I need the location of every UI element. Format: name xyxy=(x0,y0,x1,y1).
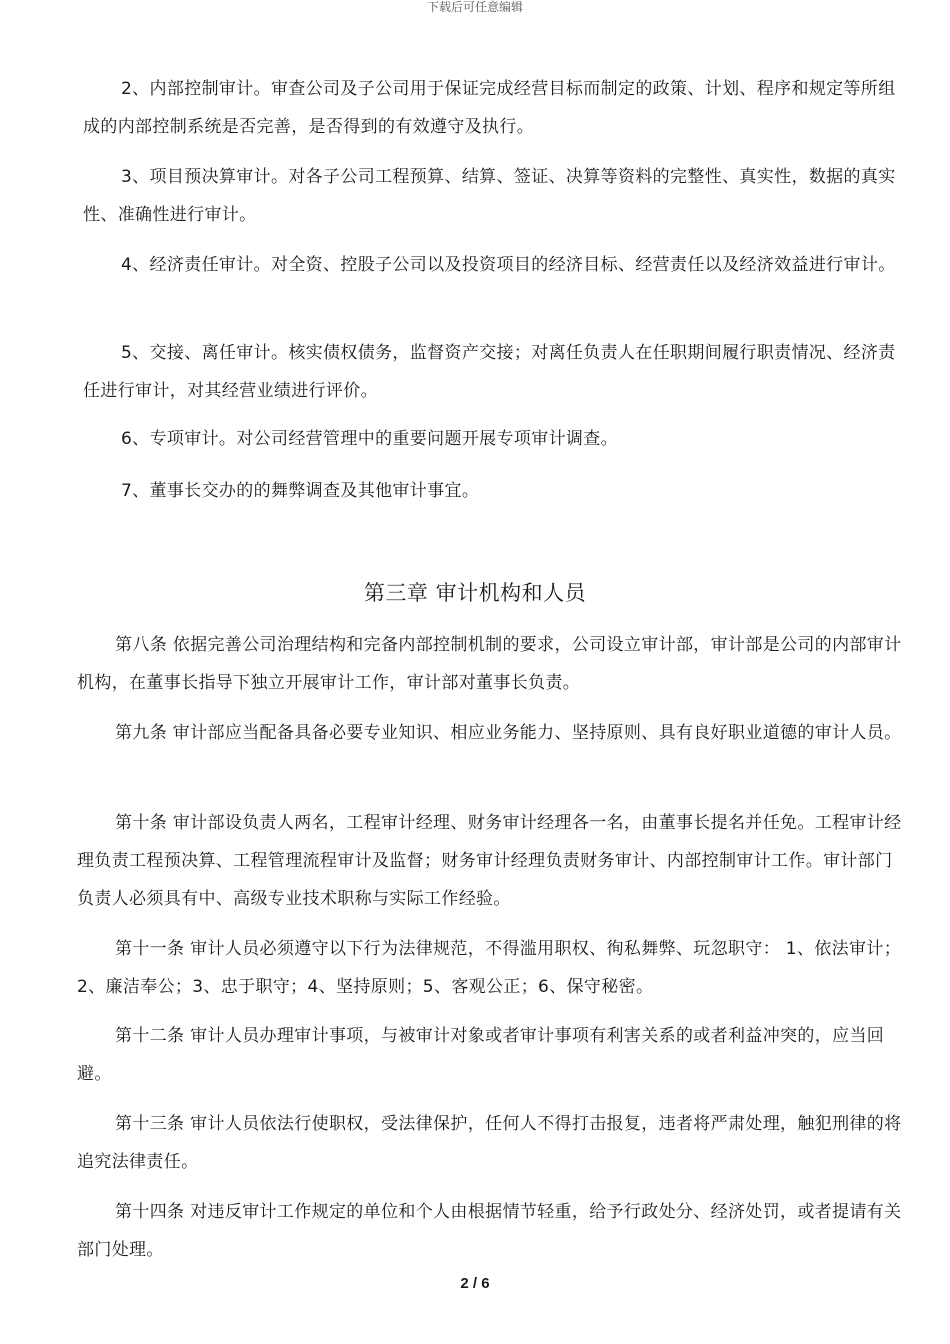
article-14: 第十四条 对违反审计工作规定的单位和个人由根据情节轻重，给予行政处分、经济处罚，或者提请有关部门处理。 xyxy=(77,1202,902,1260)
article-11: 第十一条 审计人员必须遵守以下行为法律规范，不得滥用职权、徇私舞弊、玩忽职守： 1、依法审计；2、廉洁奉公；3、忠于职守；4、坚持原则；5、客观公正；6、保守秘密。 xyxy=(77,939,902,997)
list-item-5: 5、交接、离任审计。核实债权债务，监督资产交接；对离任负责人在任职期间履行职责情况、经济责任进行审计，对其经营业绩进行评价。 xyxy=(83,343,896,401)
list-item-4: 4、经济责任审计。对全资、控股子公司以及投资项目的经济目标、经营责任以及经济效益进行审计。 xyxy=(121,255,896,275)
article-9: 第九条 审计部应当配备具备必要专业知识、相应业务能力、坚持原则、具有良好职业道德的审计人员。 xyxy=(115,723,902,743)
list-item-2: 2、内部控制审计。审查公司及子公司用于保证完成经营目标而制定的政策、计划、程序和规定等所组成的内部控制系统是否完善，是否得到的有效遵守及执行。 xyxy=(83,79,896,137)
article-13: 第十三条 审计人员依法行使职权，受法律保护，任何人不得打击报复，违者将严肃处理，触犯刑律的将追究法律责任。 xyxy=(77,1114,902,1172)
article-12: 第十二条 审计人员办理审计事项，与被审计对象或者审计事项有利害关系的或者利益冲突的，应当回避。 xyxy=(77,1026,885,1084)
page-header: 下载后可任意编辑 xyxy=(426,0,523,14)
chapter-title: 第三章 审计机构和人员 xyxy=(363,581,587,605)
article-10: 第十条 审计部设负责人两名，工程审计经理、财务审计经理各一名，由董事长提名并任免。工程审计经理负责工程预决算、工程管理流程审计及监督；财务审计经理负责财务审计、内部控制审计工作。审计部门负责人必须具有中、高级专业技术职称与实际工作经验。 xyxy=(77,813,902,909)
list-item-3: 3、项目预决算审计。对各子公司工程预算、结算、签证、决算等资料的完整性、真实性，数据的真实性、准确性进行审计。 xyxy=(83,167,896,225)
article-8: 第八条 依据完善公司治理结构和完备内部控制机制的要求，公司设立审计部，审计部是公司的内部审计机构，在董事长指导下独立开展审计工作，审计部对董事长负责。 xyxy=(77,635,902,693)
page-number: 2 / 6 xyxy=(460,1275,490,1292)
list-item-7: 7、董事长交办的的舞弊调查及其他审计事宜。 xyxy=(121,481,480,501)
list-item-6: 6、专项审计。对公司经营管理中的重要问题开展专项审计调查。 xyxy=(121,429,618,449)
